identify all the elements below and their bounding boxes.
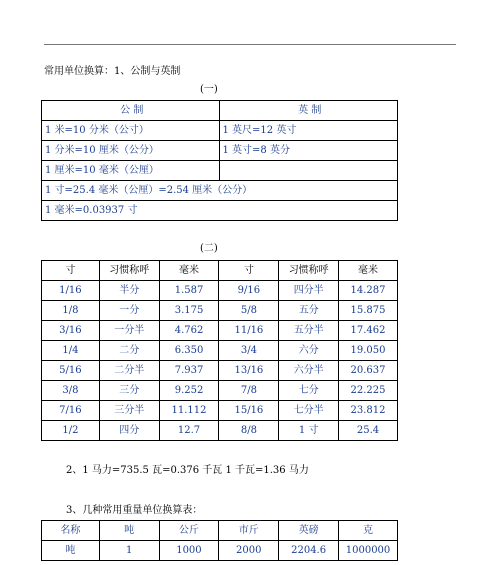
table-row — [42, 201, 398, 221]
weight-conversion-table — [41, 520, 398, 561]
header-cell: 习惯称呼 — [279, 261, 339, 281]
table-row — [42, 181, 398, 201]
table-cell: 四分 — [99, 421, 159, 441]
table-cell: 半分 — [99, 281, 159, 301]
table-cell: 1.587 — [159, 281, 219, 301]
table-cell: 1000000 — [339, 541, 398, 561]
table-cell: 14.287 — [339, 281, 398, 301]
table-cell: 1 米=10 分米（公寸） — [42, 121, 220, 141]
table-cell: 1 毫米=0.03937 寸 — [42, 201, 398, 221]
table-cell: 2000 — [219, 541, 279, 561]
table-cell: 四分半 — [279, 281, 339, 301]
table-cell: 8/8 — [219, 421, 279, 441]
table-row — [42, 321, 398, 341]
table-row — [42, 301, 398, 321]
table-row — [42, 361, 398, 381]
table-cell: 15/16 — [219, 401, 279, 421]
header-cell: 公斤 — [159, 521, 219, 541]
header-metric: 公 制 — [42, 101, 220, 121]
table-cell: 23.812 — [339, 401, 398, 421]
table-row — [42, 401, 398, 421]
table-cell: 17.462 — [339, 321, 398, 341]
table-cell: 1 分米=10 厘米（公分） — [42, 141, 220, 161]
table-header-row — [42, 101, 398, 121]
top-divider — [44, 44, 456, 45]
table-cell: 25.4 — [339, 421, 398, 441]
inch-conversion-table — [41, 260, 398, 441]
header-imperial: 英 制 — [219, 101, 398, 121]
table-cell: 七分半 — [279, 401, 339, 421]
header-cell: 寸 — [219, 261, 279, 281]
table-cell: 4.762 — [159, 321, 219, 341]
table-cell: 9.252 — [159, 381, 219, 401]
header-cell: 毫米 — [339, 261, 398, 281]
table-cell: 22.225 — [339, 381, 398, 401]
table-cell: 二分半 — [99, 361, 159, 381]
table-row — [42, 381, 398, 401]
table-cell: 12.7 — [159, 421, 219, 441]
table-cell: 五分 — [279, 301, 339, 321]
table-cell: 1000 — [159, 541, 219, 561]
header-cell: 习惯称呼 — [99, 261, 159, 281]
header-cell: 英磅 — [279, 521, 339, 541]
table-row — [42, 341, 398, 361]
document-title: 常用单位换算：1、公制与英制 — [44, 66, 181, 77]
table-row — [42, 161, 398, 181]
table-cell: 1 英尺=12 英寸 — [219, 121, 398, 141]
header-cell: 克 — [339, 521, 398, 541]
table-row — [42, 541, 398, 561]
table-cell: 三分 — [99, 381, 159, 401]
header-cell: 寸 — [42, 261, 100, 281]
table-cell: 七分 — [279, 381, 339, 401]
header-cell: 市斤 — [219, 521, 279, 541]
table-cell: 13/16 — [219, 361, 279, 381]
table-cell: 3.175 — [159, 301, 219, 321]
header-cell: 吨 — [99, 521, 159, 541]
table-cell: 1/2 — [42, 421, 100, 441]
table-cell: 三分半 — [99, 401, 159, 421]
table-cell: 7/16 — [42, 401, 100, 421]
header-cell: 名称 — [42, 521, 100, 541]
table-row — [42, 121, 398, 141]
table-cell: 15.875 — [339, 301, 398, 321]
table-cell: 5/8 — [219, 301, 279, 321]
table-cell: 3/16 — [42, 321, 100, 341]
table-cell: 1/8 — [42, 301, 100, 321]
table-cell — [219, 161, 398, 181]
section2-label: (二) — [200, 243, 218, 254]
table-header-row — [42, 261, 398, 281]
horsepower-conversion: 2、1 马力=735.5 瓦=0.376 千瓦 1 千瓦=1.36 马力 — [66, 465, 309, 476]
table-cell: 9/16 — [219, 281, 279, 301]
table-cell: 1/4 — [42, 341, 100, 361]
table-cell: 1 — [99, 541, 159, 561]
table-cell: 1 英寸=8 英分 — [219, 141, 398, 161]
table-cell: 二分 — [99, 341, 159, 361]
table-cell: 1 寸=25.4 毫米（公厘）=2.54 厘米（公分） — [42, 181, 398, 201]
metric-imperial-table — [41, 100, 398, 221]
table-row — [42, 281, 398, 301]
table-cell: 7.937 — [159, 361, 219, 381]
table-cell: 六分半 — [279, 361, 339, 381]
table-cell: 1 寸 — [279, 421, 339, 441]
table-cell: 一分 — [99, 301, 159, 321]
section1-label: (一) — [200, 84, 218, 95]
table-cell: 20.637 — [339, 361, 398, 381]
header-cell: 毫米 — [159, 261, 219, 281]
section3-title: 3、几种常用重量单位换算表： — [66, 505, 203, 516]
table-cell: 一分半 — [99, 321, 159, 341]
table-cell: 3/8 — [42, 381, 100, 401]
table-cell: 吨 — [42, 541, 100, 561]
table-cell: 3/4 — [219, 341, 279, 361]
table-cell: 六分 — [279, 341, 339, 361]
table-cell: 11/16 — [219, 321, 279, 341]
table-cell: 19.050 — [339, 341, 398, 361]
table-cell: 5/16 — [42, 361, 100, 381]
table-cell: 五分半 — [279, 321, 339, 341]
table-row — [42, 421, 398, 441]
table-row — [42, 141, 398, 161]
table-cell: 6.350 — [159, 341, 219, 361]
table-header-row — [42, 521, 398, 541]
table-cell: 1 厘米=10 毫米（公厘） — [42, 161, 220, 181]
table-cell: 11.112 — [159, 401, 219, 421]
table-cell: 2204.6 — [279, 541, 339, 561]
table-cell: 1/16 — [42, 281, 100, 301]
table-cell: 7/8 — [219, 381, 279, 401]
